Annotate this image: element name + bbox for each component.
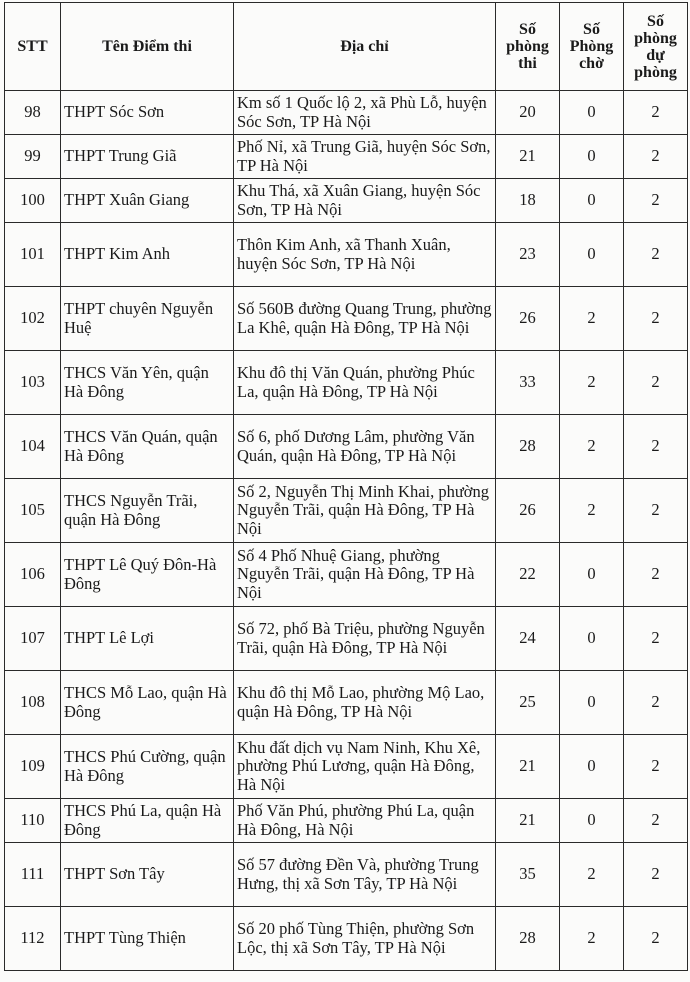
cell-reserve-rooms: 2 [624, 735, 688, 799]
cell-stt: 109 [5, 735, 61, 799]
cell-waiting-rooms: 2 [560, 843, 624, 907]
cell-exam-rooms: 21 [496, 135, 560, 179]
cell-venue-name: THPT Sơn Tây [61, 843, 234, 907]
cell-waiting-rooms: 0 [560, 671, 624, 735]
cell-waiting-rooms: 2 [560, 907, 624, 971]
table-row [5, 415, 688, 479]
header-address: Địa chỉ [234, 3, 496, 91]
cell-waiting-rooms: 2 [560, 479, 624, 543]
cell-exam-rooms: 26 [496, 479, 560, 543]
header-exam-rooms: Số phòng thi [496, 3, 560, 91]
cell-waiting-rooms: 0 [560, 799, 624, 843]
cell-stt: 110 [5, 799, 61, 843]
cell-address: Khu đất dịch vụ Nam Ninh, Khu Xê, phường Phú Lương, quận Hà Đông, Hà Nội [234, 735, 496, 799]
cell-venue-name: THPT Kim Anh [61, 223, 234, 287]
cell-address: Km số 1 Quốc lộ 2, xã Phù Lỗ, huyện Sóc Sơn, TP Hà Nội [234, 91, 496, 135]
cell-exam-rooms: 20 [496, 91, 560, 135]
table-row [5, 351, 688, 415]
cell-stt: 106 [5, 543, 61, 607]
cell-waiting-rooms: 2 [560, 415, 624, 479]
table-row [5, 735, 688, 799]
cell-venue-name: THPT chuyên Nguyễn Huệ [61, 287, 234, 351]
cell-waiting-rooms: 0 [560, 91, 624, 135]
cell-waiting-rooms: 0 [560, 607, 624, 671]
cell-address: Khu Thá, xã Xuân Giang, huyện Sóc Sơn, TP Hà Nội [234, 179, 496, 223]
cell-stt: 111 [5, 843, 61, 907]
cell-stt: 105 [5, 479, 61, 543]
header-reserve-rooms: Số phòng dự phòng [624, 3, 688, 91]
cell-venue-name: THPT Lê Lợi [61, 607, 234, 671]
table-row [5, 287, 688, 351]
cell-address: Khu đô thị Mỗ Lao, phường Mộ Lao, quận Hà Đông, TP Hà Nội [234, 671, 496, 735]
cell-venue-name: THCS Mỗ Lao, quận Hà Đông [61, 671, 234, 735]
cell-reserve-rooms: 2 [624, 223, 688, 287]
cell-reserve-rooms: 2 [624, 479, 688, 543]
cell-exam-rooms: 28 [496, 415, 560, 479]
cell-stt: 112 [5, 907, 61, 971]
cell-venue-name: THCS Phú La, quận Hà Đông [61, 799, 234, 843]
cell-exam-rooms: 24 [496, 607, 560, 671]
cell-waiting-rooms: 0 [560, 135, 624, 179]
cell-address: Số 57 đường Đền Và, phường Trung Hưng, thị xã Sơn Tây, TP Hà Nội [234, 843, 496, 907]
table-row [5, 671, 688, 735]
cell-reserve-rooms: 2 [624, 287, 688, 351]
cell-reserve-rooms: 2 [624, 351, 688, 415]
cell-venue-name: THPT Xuân Giang [61, 179, 234, 223]
table-row [5, 479, 688, 543]
header-waiting-rooms: Số Phòng chờ [560, 3, 624, 91]
cell-reserve-rooms: 2 [624, 135, 688, 179]
cell-exam-rooms: 21 [496, 799, 560, 843]
cell-address: Khu đô thị Văn Quán, phường Phúc La, quận Hà Đông, TP Hà Nội [234, 351, 496, 415]
header-row [5, 3, 688, 91]
cell-exam-rooms: 35 [496, 843, 560, 907]
table-row [5, 91, 688, 135]
cell-stt: 107 [5, 607, 61, 671]
cell-stt: 108 [5, 671, 61, 735]
cell-exam-rooms: 25 [496, 671, 560, 735]
cell-address: Số 6, phố Dương Lâm, phường Văn Quán, quận Hà Đông, TP Hà Nội [234, 415, 496, 479]
cell-address: Thôn Kim Anh, xã Thanh Xuân, huyện Sóc Sơn, TP Hà Nội [234, 223, 496, 287]
cell-exam-rooms: 22 [496, 543, 560, 607]
cell-venue-name: THPT Tùng Thiện [61, 907, 234, 971]
cell-waiting-rooms: 2 [560, 287, 624, 351]
cell-stt: 103 [5, 351, 61, 415]
cell-reserve-rooms: 2 [624, 91, 688, 135]
cell-reserve-rooms: 2 [624, 799, 688, 843]
cell-address: Phố Văn Phú, phường Phú La, quận Hà Đông, Hà Nội [234, 799, 496, 843]
cell-venue-name: THCS Văn Quán, quận Hà Đông [61, 415, 234, 479]
cell-exam-rooms: 21 [496, 735, 560, 799]
table-row [5, 179, 688, 223]
cell-stt: 100 [5, 179, 61, 223]
cell-reserve-rooms: 2 [624, 607, 688, 671]
cell-exam-rooms: 23 [496, 223, 560, 287]
cell-stt: 99 [5, 135, 61, 179]
cell-address: Số 4 Phố Nhuệ Giang, phường Nguyễn Trãi, quận Hà Đông, TP Hà Nội [234, 543, 496, 607]
cell-stt: 101 [5, 223, 61, 287]
cell-venue-name: THPT Trung Giã [61, 135, 234, 179]
table-row [5, 799, 688, 843]
cell-exam-rooms: 26 [496, 287, 560, 351]
exam-venue-table [4, 2, 688, 971]
header-stt: STT [5, 3, 61, 91]
cell-reserve-rooms: 2 [624, 415, 688, 479]
cell-exam-rooms: 18 [496, 179, 560, 223]
cell-reserve-rooms: 2 [624, 907, 688, 971]
cell-waiting-rooms: 0 [560, 735, 624, 799]
table-row [5, 607, 688, 671]
table-row [5, 843, 688, 907]
cell-reserve-rooms: 2 [624, 543, 688, 607]
table-body [5, 91, 688, 971]
cell-stt: 104 [5, 415, 61, 479]
cell-venue-name: THCS Nguyễn Trãi, quận Hà Đông [61, 479, 234, 543]
cell-address: Số 560B đường Quang Trung, phường La Khê, quận Hà Đông, TP Hà Nội [234, 287, 496, 351]
cell-reserve-rooms: 2 [624, 843, 688, 907]
cell-address: Phố Nỉ, xã Trung Giã, huyện Sóc Sơn, TP Hà Nội [234, 135, 496, 179]
cell-reserve-rooms: 2 [624, 179, 688, 223]
cell-address: Số 20 phố Tùng Thiện, phường Sơn Lộc, thị xã Sơn Tây, TP Hà Nội [234, 907, 496, 971]
cell-exam-rooms: 28 [496, 907, 560, 971]
cell-address: Số 72, phố Bà Triệu, phường Nguyễn Trãi, quận Hà Đông, TP Hà Nội [234, 607, 496, 671]
cell-address: Số 2, Nguyễn Thị Minh Khai, phường Nguyễn Trãi, quận Hà Đông, TP Hà Nội [234, 479, 496, 543]
cell-stt: 98 [5, 91, 61, 135]
table-row [5, 907, 688, 971]
cell-waiting-rooms: 2 [560, 351, 624, 415]
cell-venue-name: THCS Phú Cường, quận Hà Đông [61, 735, 234, 799]
cell-venue-name: THCS Văn Yên, quận Hà Đông [61, 351, 234, 415]
cell-reserve-rooms: 2 [624, 671, 688, 735]
cell-waiting-rooms: 0 [560, 543, 624, 607]
cell-venue-name: THPT Lê Quý Đôn-Hà Đông [61, 543, 234, 607]
cell-exam-rooms: 33 [496, 351, 560, 415]
table-row [5, 543, 688, 607]
table-row [5, 135, 688, 179]
cell-waiting-rooms: 0 [560, 179, 624, 223]
table-row [5, 223, 688, 287]
cell-venue-name: THPT Sóc Sơn [61, 91, 234, 135]
header-name: Tên Điểm thi [61, 3, 234, 91]
cell-stt: 102 [5, 287, 61, 351]
cell-waiting-rooms: 0 [560, 223, 624, 287]
